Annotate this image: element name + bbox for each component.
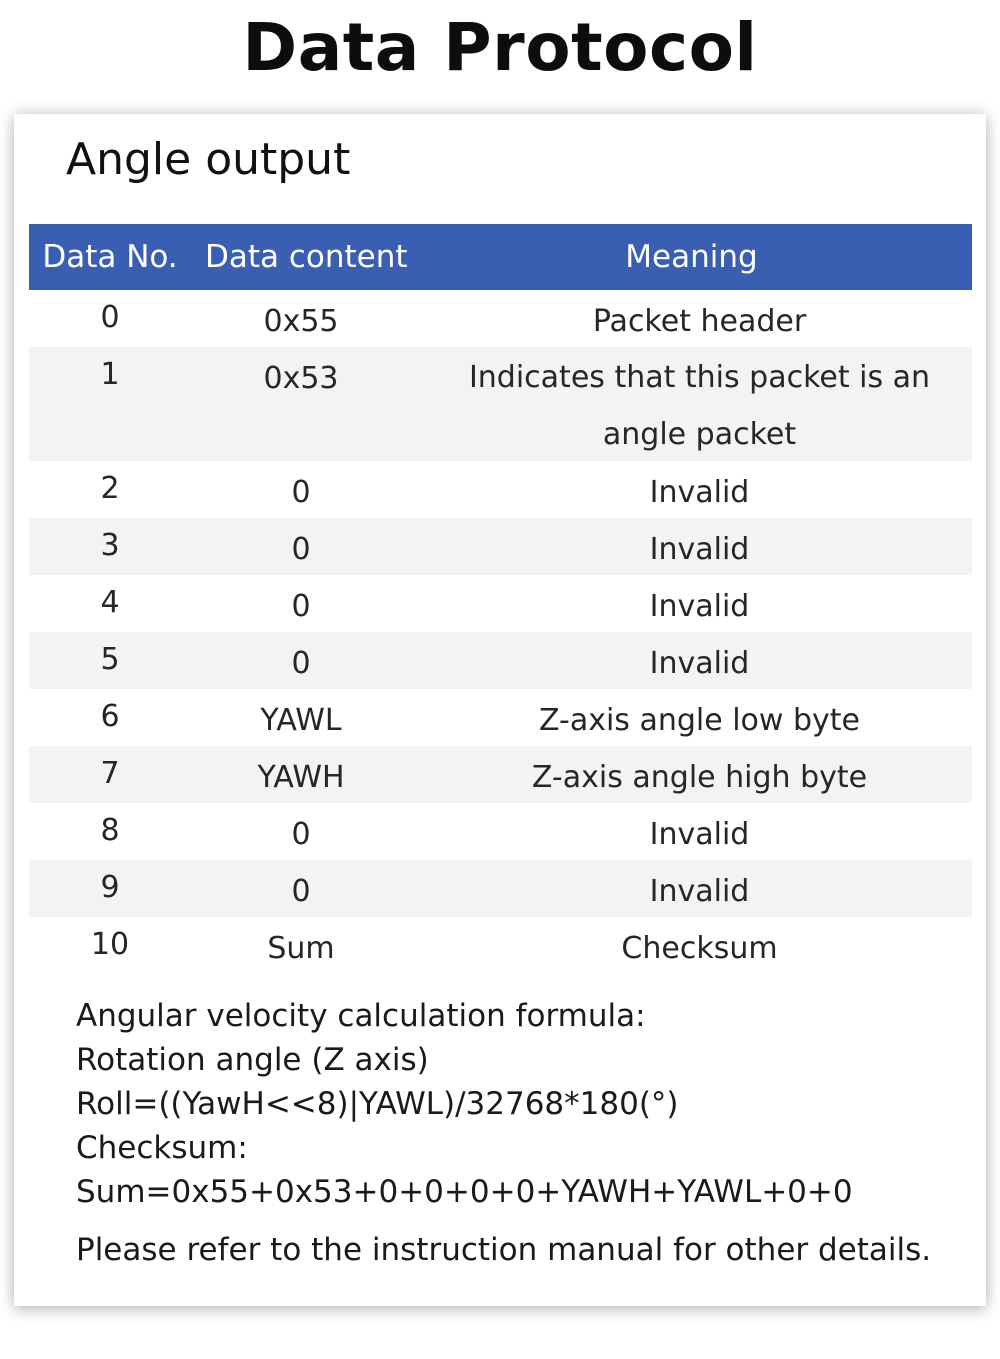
protocol-table [29, 224, 972, 974]
cell-data-content: 0x53 [263, 361, 339, 396]
cell-meaning: Invalid [649, 475, 750, 510]
cell-data-content: 0 [291, 874, 311, 909]
cell-data-no: 5 [100, 642, 120, 677]
cell-meaning: Invalid [649, 874, 750, 909]
cell-data-content: 0 [291, 589, 311, 624]
table-row [29, 347, 972, 461]
protocol-card [14, 114, 986, 1306]
formula-heading: Angular velocity calculation formula: [76, 998, 646, 1034]
cell-data-no: 0 [100, 300, 120, 335]
table-row [29, 689, 972, 746]
cell-data-content: 0 [291, 475, 311, 510]
table-row [29, 746, 972, 803]
cell-data-no: 2 [100, 471, 120, 506]
page-title: Data Protocol [242, 9, 758, 86]
cell-data-no: 9 [100, 870, 120, 905]
cell-data-content: YAWH [257, 760, 345, 795]
cell-data-no: 3 [100, 528, 120, 563]
table-row [29, 860, 972, 917]
cell-data-content: 0 [291, 646, 311, 681]
roll-formula: Roll=((YawH<<8)|YAWL)/32768*180(°) [76, 1086, 679, 1122]
cell-meaning: Invalid [649, 646, 750, 681]
cell-meaning: Invalid [649, 532, 750, 567]
formula-notes [76, 994, 931, 1272]
cell-data-content: 0 [291, 817, 311, 852]
table-header [29, 224, 972, 290]
table-row [29, 917, 972, 974]
cell-meaning: Indicates that this packet is an angle packet [468, 360, 931, 452]
cell-meaning: Invalid [649, 817, 750, 852]
cell-data-no: 1 [100, 357, 120, 392]
cell-data-no: 8 [100, 813, 120, 848]
cell-meaning: Z-axis angle high byte [531, 760, 868, 795]
cell-meaning: Z-axis angle low byte [538, 703, 861, 738]
cell-data-no: 4 [100, 585, 120, 620]
cell-data-no: 10 [90, 927, 130, 962]
manual-reference: Please refer to the instruction manual for other details. [76, 1232, 932, 1268]
cell-meaning: Packet header [592, 304, 807, 339]
header-data-no: Data No. [42, 239, 178, 275]
header-data-content: Data content [205, 239, 408, 275]
table-row [29, 290, 972, 347]
table-row [29, 461, 972, 518]
header-meaning: Meaning [625, 239, 758, 275]
table-row [29, 575, 972, 632]
section-title: Angle output [66, 134, 351, 185]
sum-formula: Sum=0x55+0x53+0+0+0+0+YAWH+YAWL+0+0 [76, 1174, 853, 1210]
cell-data-no: 6 [100, 699, 120, 734]
table-row [29, 632, 972, 689]
table-row [29, 803, 972, 860]
checksum-label: Checksum: [76, 1130, 248, 1166]
cell-data-content: 0 [291, 532, 311, 567]
cell-meaning: Checksum [621, 931, 778, 966]
cell-meaning: Invalid [649, 589, 750, 624]
rotation-angle-label: Rotation angle (Z axis) [76, 1042, 429, 1078]
cell-data-content: YAWL [260, 703, 342, 738]
table-row [29, 518, 972, 575]
cell-data-no: 7 [100, 756, 120, 791]
cell-data-content: 0x55 [263, 304, 339, 339]
cell-data-content: Sum [267, 931, 335, 966]
